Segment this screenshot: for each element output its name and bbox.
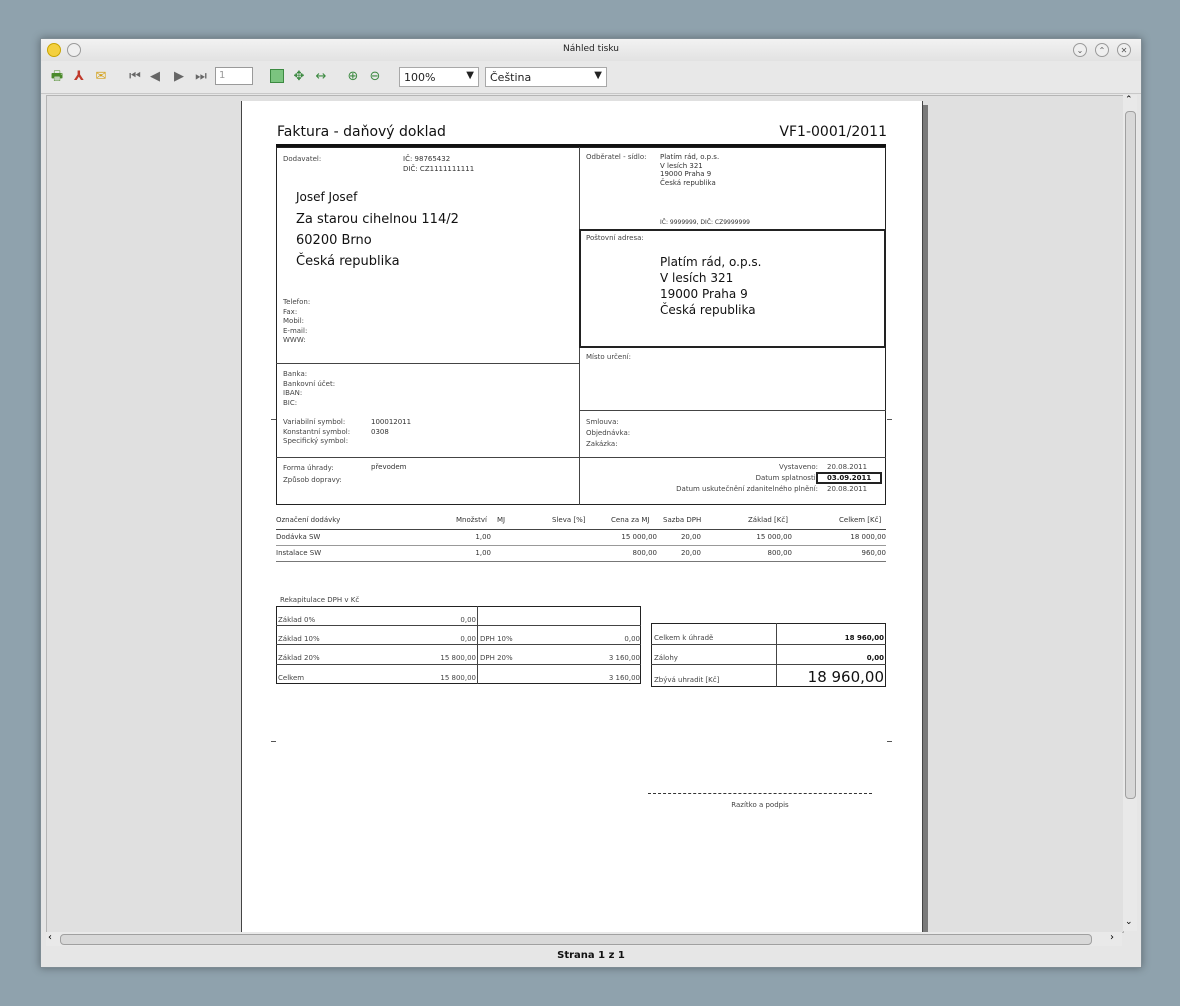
customer-ids: IČ: 9999999, DIČ: CZ9999999	[660, 219, 750, 226]
phone-label: Telefon:	[283, 298, 311, 306]
bank-label: Banka:	[283, 370, 308, 378]
pdf-export-icon[interactable]: ⅄	[74, 69, 84, 84]
www-label: WWW:	[283, 336, 306, 344]
row-vat-rate: 20,00	[680, 549, 701, 557]
bank-labels	[283, 370, 335, 408]
fold-mark	[887, 741, 892, 742]
toolbar	[41, 61, 1141, 94]
vat-row-tax: 3 160,00	[608, 654, 640, 662]
col-unit-price: Cena za MJ	[611, 516, 650, 524]
signature-label: Razítko a podpis	[731, 801, 789, 809]
payment-form-label: Forma úhrady:	[283, 464, 334, 472]
row-rule	[276, 545, 886, 546]
symbol-values	[371, 418, 411, 437]
window-title: Náhled tisku	[563, 44, 619, 54]
issued-value: 20.08.2011	[827, 463, 868, 471]
vat-row-base: 0,00	[460, 616, 476, 624]
col-vat-rate: Sazba DPH	[663, 516, 702, 524]
due-date-box	[816, 472, 882, 484]
print-preview-window	[40, 38, 1142, 968]
horizontal-scroll-thumb[interactable]	[60, 934, 1092, 945]
bank-divider	[276, 363, 579, 364]
customer-name: Platím rád, o.p.s.	[660, 153, 720, 161]
items-header-rule	[276, 529, 886, 530]
vat-divider	[477, 606, 478, 684]
email-label: E-mail:	[283, 326, 308, 335]
total-due-value: 18 960,00	[844, 634, 884, 642]
vertical-scrollbar[interactable]	[1123, 95, 1137, 931]
previous-page-button[interactable]: ◀	[150, 69, 160, 84]
vat-row-tax: 0,00	[624, 635, 640, 643]
items-header	[276, 516, 886, 526]
symbol-labels	[283, 418, 350, 447]
fit-width-icon[interactable]: ↔	[315, 69, 327, 84]
scroll-right-icon[interactable]: ›	[1110, 932, 1114, 943]
chevron-down-icon: ▼	[466, 70, 474, 81]
iban-label: IBAN:	[283, 389, 303, 397]
row-quantity: 1,00	[475, 533, 491, 541]
fit-whole-icon[interactable]: ✥	[293, 69, 305, 84]
row-total: 960,00	[861, 549, 886, 557]
col-quantity: Množství	[456, 516, 487, 524]
supplier-label: Dodavatel:	[283, 155, 322, 163]
specific-symbol-label: Specifický symbol:	[283, 437, 349, 445]
last-page-button[interactable]: ⏭	[195, 69, 207, 84]
postal-city: 19000 Praha 9	[660, 287, 748, 301]
fit-page-icon[interactable]	[269, 69, 285, 85]
vat-row-label: Základ 0%	[278, 616, 316, 624]
destination-label: Místo určení:	[586, 353, 631, 361]
supplier-name: Josef Josef	[296, 190, 358, 204]
row-base: 15 000,00	[756, 533, 792, 541]
postal-name: Platím rád, o.p.s.	[660, 255, 762, 269]
row-description: Instalace SW	[276, 549, 322, 557]
vat-rule	[276, 664, 641, 665]
invoice-page	[241, 101, 923, 933]
customer-city: 19000 Praha 9	[660, 170, 712, 178]
supplier-country: Česká republika	[296, 254, 400, 269]
vat-row-base: 15 800,00	[440, 654, 476, 662]
zoom-out-icon[interactable]: ⊖	[369, 69, 381, 84]
items-bottom-rule	[276, 561, 886, 562]
page-number-input[interactable]: 1	[215, 67, 253, 85]
preview-area	[46, 95, 1124, 933]
table-row	[276, 533, 886, 543]
totals-rule	[651, 644, 886, 645]
transport-label: Způsob dopravy:	[283, 476, 342, 484]
job-label: Zakázka:	[586, 440, 618, 448]
total-due-label: Celkem k úhradě	[654, 634, 714, 642]
deposits-value: 0,00	[866, 654, 884, 662]
vat-rule	[276, 625, 641, 626]
document-title: Faktura - daňový doklad	[277, 124, 446, 140]
supplier-city: 60200 Brno	[296, 233, 372, 248]
customer-label: Odběratel - sídlo:	[586, 153, 647, 161]
vat-row-base: 15 800,00	[440, 674, 476, 682]
close-icon[interactable]: ✕	[1117, 43, 1131, 57]
customer-street: V lesích 321	[660, 161, 703, 170]
taxable-date-label: Datum uskutečnění zdanitelného plnění:	[676, 485, 818, 493]
date-labels	[676, 462, 818, 495]
vat-row-base: 0,00	[460, 635, 476, 643]
page-status: Strana 1 z 1	[557, 950, 625, 961]
totals-divider	[776, 623, 777, 687]
bank-account-label: Bankovní účet:	[283, 379, 336, 388]
order-label: Objednávka:	[586, 429, 631, 437]
postal-label: Poštovní adresa:	[586, 234, 644, 242]
orders-divider	[579, 410, 886, 411]
constant-symbol-label: Konstantní symbol:	[283, 427, 351, 436]
print-icon[interactable]: 🖶	[50, 69, 64, 84]
row-description: Dodávka SW	[276, 533, 321, 541]
supplier-street: Za starou cihelnou 114/2	[296, 212, 459, 227]
remaining-value: 18 960,00	[807, 668, 884, 686]
row-total: 18 000,00	[850, 533, 886, 541]
vat-table	[276, 606, 641, 684]
zoom-select[interactable]	[399, 67, 479, 87]
fax-label: Fax:	[283, 307, 298, 316]
payment-divider	[276, 457, 886, 458]
language-select[interactable]	[485, 67, 607, 87]
postal-street: V lesích 321	[660, 271, 734, 285]
totals-rule	[651, 664, 886, 665]
title-bar	[41, 39, 1141, 61]
contract-label: Smlouva:	[586, 418, 619, 426]
scroll-down-icon[interactable]: ⌄	[1125, 917, 1133, 927]
col-unit: MJ	[497, 516, 506, 524]
row-vat-rate: 20,00	[680, 533, 701, 541]
due-date-value: 03.09.2011	[827, 474, 872, 482]
maximize-icon[interactable]: ⌃	[1095, 43, 1109, 57]
fold-mark	[271, 741, 276, 742]
scroll-left-icon[interactable]: ‹	[48, 932, 52, 943]
postal-address	[660, 254, 761, 318]
due-date-label: Datum splatnosti:	[755, 474, 818, 482]
variable-symbol-value: 100012011	[371, 418, 412, 426]
remaining-label: Zbývá uhradit [Kč]	[654, 676, 720, 684]
first-page-button[interactable]: ⏮	[129, 69, 141, 84]
minimize-icon[interactable]: ⌄	[1073, 43, 1087, 57]
col-description: Označení dodávky	[276, 516, 341, 524]
fold-mark	[887, 419, 892, 420]
vat-row-label: Základ 10%	[278, 635, 320, 643]
taxable-date-value: 20.08.2011	[827, 485, 868, 493]
table-row	[276, 549, 886, 559]
vat-row-tax: 3 160,00	[608, 674, 640, 682]
vertical-scroll-thumb[interactable]	[1125, 111, 1136, 799]
row-quantity: 1,00	[475, 549, 491, 557]
deposits-label: Zálohy	[654, 654, 678, 662]
fold-mark	[271, 419, 276, 420]
issued-label: Vystaveno:	[779, 463, 818, 471]
bic-label: BIC:	[283, 398, 298, 407]
variable-symbol-label: Variabilní symbol:	[283, 418, 346, 426]
zoom-in-icon[interactable]: ⊕	[347, 69, 359, 84]
order-labels	[586, 417, 630, 450]
postal-country: Česká republika	[660, 303, 756, 317]
contact-labels	[283, 298, 310, 346]
vat-row-label: Celkem	[278, 674, 305, 682]
customer-address	[660, 153, 719, 187]
col-total: Celkem [Kč]	[839, 516, 882, 524]
row-unit-price: 800,00	[632, 549, 657, 557]
row-base: 800,00	[767, 549, 792, 557]
supplier-ic: IČ: 98765432	[403, 155, 451, 163]
supplier-dic: DIČ: CZ1111111111	[403, 165, 475, 173]
scroll-up-icon[interactable]: ⌃	[1125, 95, 1133, 105]
payment-labels	[283, 462, 342, 486]
mobile-label: Mobil:	[283, 317, 305, 325]
signature-line	[648, 793, 872, 794]
vat-rule	[276, 644, 641, 645]
vat-row-tax-label: DPH 10%	[480, 635, 513, 643]
language-value: Čeština	[490, 71, 532, 84]
col-discount: Sleva [%]	[552, 516, 586, 524]
vat-title: Rekapitulace DPH v Kč	[280, 596, 360, 604]
vat-row-label: Základ 20%	[278, 654, 320, 662]
zoom-value: 100%	[404, 71, 436, 84]
horizontal-scrollbar[interactable]	[46, 932, 1122, 946]
row-unit-price: 15 000,00	[621, 533, 657, 541]
customer-country: Česká republika	[660, 178, 716, 187]
col-base: Základ [Kč]	[748, 516, 788, 524]
vat-row-tax-label: DPH 20%	[480, 654, 513, 662]
next-page-button[interactable]: ▶	[174, 69, 184, 84]
email-icon[interactable]: ✉	[95, 69, 107, 84]
invoice-number: VF1-0001/2011	[779, 124, 887, 140]
chevron-down-icon: ▼	[594, 70, 602, 81]
payment-form-value: převodem	[371, 463, 407, 471]
constant-symbol-value: 0308	[371, 427, 389, 436]
